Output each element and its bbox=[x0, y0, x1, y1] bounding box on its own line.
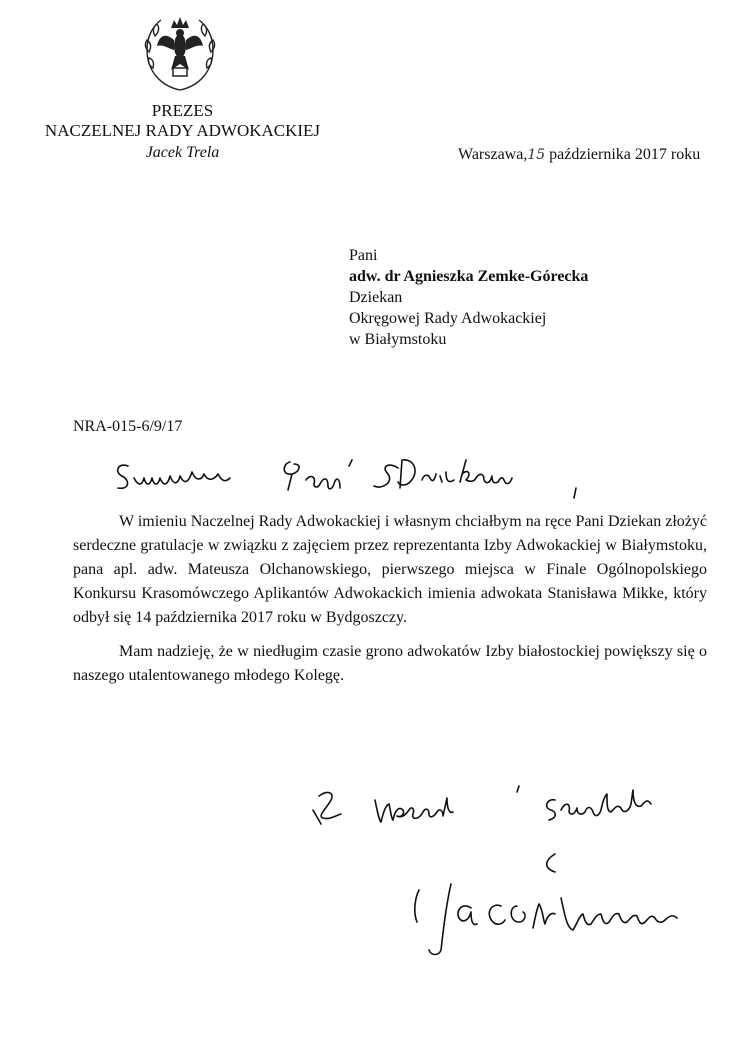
place-and-date bbox=[458, 146, 700, 164]
handwritten-closing bbox=[305, 780, 700, 840]
letterhead-subtitle: NACZELNEJ RADY ADWOKACKIEJ bbox=[44, 121, 321, 140]
letter-body bbox=[73, 510, 707, 698]
recipient-block bbox=[349, 245, 588, 350]
letterhead-author: Jacek Trela bbox=[145, 144, 220, 161]
recipient-city: w Białymstoku bbox=[349, 331, 447, 348]
recipient-name: adw. dr Agnieszka Zemke-Górecka bbox=[349, 268, 589, 285]
date-rest: października 2017 roku bbox=[549, 146, 701, 163]
handwritten-salutation bbox=[110, 452, 590, 502]
recipient-position: Dziekan bbox=[349, 289, 403, 306]
reference-number: NRA-015-6/9/17 bbox=[73, 418, 183, 435]
handwritten-signature bbox=[405, 850, 720, 960]
eagle-emblem-icon bbox=[135, 8, 225, 98]
body-paragraph-2: Mam nadzieję, że w niedługim czasie grono adwokatów Izby białostockiej powiększy się o naszego utalentowanego młodego Kolegę. bbox=[73, 643, 707, 684]
recipient-salutation: Pani bbox=[349, 247, 378, 264]
letterhead-title: PREZES bbox=[151, 101, 214, 120]
body-paragraph-1: W imieniu Naczelnej Rady Adwokackiej i własnym chciałbym na ręce Pani Dziekan złożyć serdeczne gratulacje w związku z zajęciem przez reprezentanta Izby Adwokackiej w Białymstoku, pana apl. adw. Mateusza Olchanowskiego, pierwszego miejsca w Finale Ogólnopolskiego Konkursu Krasomówczego Aplikantów Adwokackich imienia adwokata Stanisława Mikke, który odbył się 14 października 2017 roku w Bydgoszczy. bbox=[73, 513, 707, 626]
date-place: Warszawa, bbox=[458, 146, 528, 163]
recipient-institution: Okręgowej Rady Adwokackiej bbox=[349, 310, 547, 327]
date-day-handwritten: 15 bbox=[527, 147, 546, 163]
